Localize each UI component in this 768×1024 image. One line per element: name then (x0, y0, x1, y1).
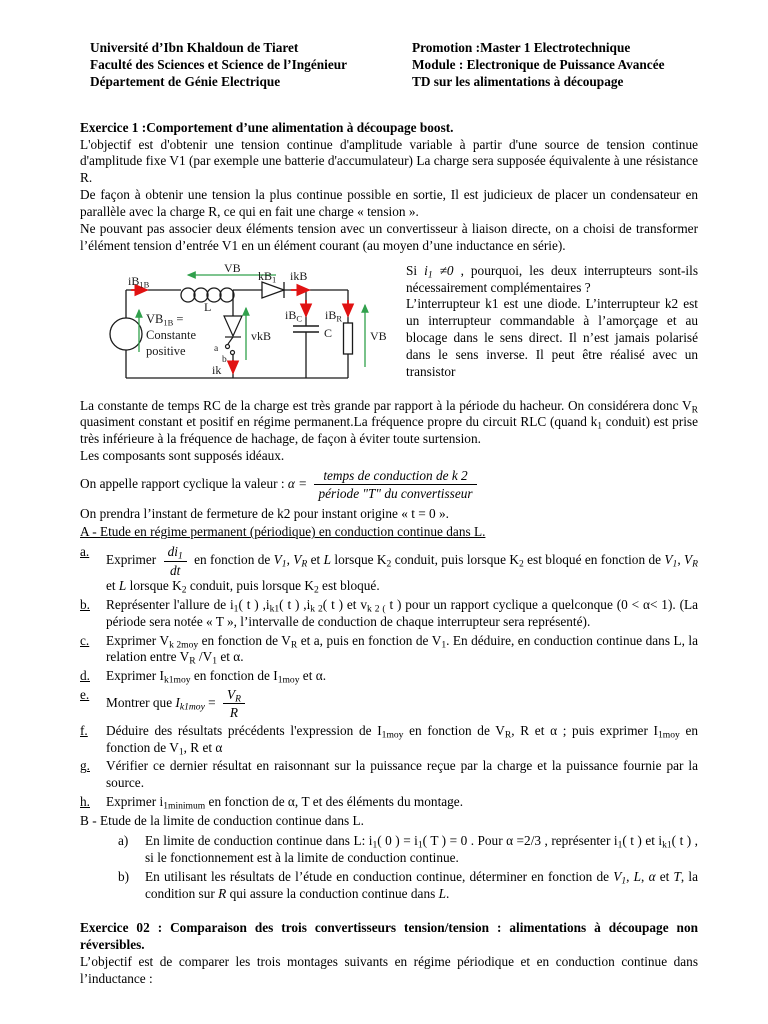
vb-right-label: VB (370, 328, 387, 343)
terminal-b-label: b (222, 354, 227, 365)
header-left-column (90, 40, 400, 91)
exercise2-title: Exercice 02 : Comparaison des trois convertisseurs tension/tension : alimentations à découpage non réversibles. (80, 920, 698, 953)
item-h-text: Exprimer $i_{1minimum}$ en fonction de α, T et des éléments du montage. (106, 794, 464, 812)
list-item-h (80, 794, 698, 811)
list-item-b-b (80, 869, 698, 903)
item-e-text: Montrer que $I_{k1moy}$ = $\frac{V_R}{R}$ (106, 687, 698, 721)
vb-top-label: VB (224, 260, 241, 275)
source-label-line1: $VB_{1B}$ = (146, 311, 184, 328)
boost-converter-figure (106, 261, 398, 394)
intro-paragraph-1: L'objectif est d'obtenir une tension continue d'amplitude variable à partir d'une source de tension continue d'amplitude fixe V1 (par exemple une batterie d'accumulateur) La charge sera supposée équivalente à une résistance R. (80, 136, 698, 186)
capacitor-label: C (324, 325, 333, 340)
item-h-marker: h. (80, 794, 90, 810)
list-item-f (80, 723, 698, 757)
figure-row (80, 261, 698, 394)
header-right-column (400, 40, 698, 91)
kb1-label: $kB_1$ (258, 268, 277, 285)
item-a-text: Exprimer $\frac{di_1}{dt}$ en fonction de $V_1$, $V_R$ et L lorsque $K_2$ conduit, puis lorsque $K_2$ est bloqué en fonction de $V_1$, $V_R$ et L lorsque $K_2$ conduit, puis lorsque $K_2$ est bloqué. (106, 544, 699, 596)
item-e-marker: e. (80, 687, 90, 703)
vkb-label: vkB (251, 328, 272, 343)
item-c-text: Exprimer $V_{k 2moy}$ en fonction de $V_R$ et a, puis en fonction de $V_1$. En déduire, en conduction continue dans L, la relation entre $V_R$ $/V_1$ et α. (106, 632, 698, 668)
ibc-label: $iB_C$ (285, 307, 303, 324)
source-label-line3: positive (146, 343, 186, 358)
list-item-b (80, 597, 698, 631)
item-f-text: Déduire des résultats précédents l'expression de $I_{1moy}$ en fonction de $V_R$, R et α ; puis exprimer $I_{1moy}$ en fonction de $V_1$, R et α (106, 722, 698, 758)
item-c-marker: c. (80, 632, 90, 648)
intro-paragraph-2: De façon à obtenir une tension la plus continue possible en sortie, Il est judicieux de placer un condensateur en parallèle avec la charge R, ce qui en fait une charge « tension ». (80, 187, 698, 219)
item-d-marker: d. (80, 668, 90, 684)
voltage-source (110, 318, 142, 350)
section-a-heading: A - Etude en régime permanent (périodique) en conduction continue dans L. (80, 524, 486, 540)
di-dt-fraction: $\frac{di_1}{dt}$ (164, 544, 187, 578)
ibr-label: $iB_R$ (325, 307, 343, 324)
origin-line: On prendra l’instant de fermeture de k2 pour instant origine « t = 0 ». (80, 505, 450, 521)
exercise2-intro: L’objectif est de comparer les trois montages suivants en régime périodique et en conduction continue dans l’inductance : (80, 954, 698, 987)
figure-side-note (398, 261, 698, 394)
boost-circuit-diagram (106, 261, 398, 389)
item-bb-text: En utilisant les résultats de l’étude en conduction continue, déterminer en fonction de $V_1$, L, α et T, la condition sur R qui assure la conduction continue dans L. (145, 868, 699, 901)
item-d-text: Exprimer $I_{k1moy}$ en fonction de $I_{1moy}$ et α. (106, 668, 327, 686)
list-item-b-a (80, 833, 698, 867)
ikb-label: ikB (290, 268, 308, 283)
side-note-answer: L’interrupteur k1 est une diode. L’interrupteur k2 est un interrupteur commandable à l’amorçage et au blocage dans le sens direct. Il n’est jamais polarisé dans le sens inverse. Il peut être réalisé avec un transistor (406, 296, 698, 379)
ik-label: ik (212, 362, 222, 377)
vr-over-r-fraction: $\frac{V_R}{R}$ (223, 687, 245, 721)
intro-paragraph-3: Ne pouvant pas associer deux éléments tension avec un convertisseur à liaison directe, on a choisi de transformer l’élément tension d’entrée V1 en un élément courant (au moyen d’une inductance en série). (80, 220, 698, 253)
item-b-marker: b. (80, 596, 90, 612)
list-item-e (80, 687, 698, 721)
duty-cycle-text: On appelle rapport cyclique la valeur : α = (80, 475, 311, 491)
module-line: Module : Electronique de Puissance Avancée (412, 56, 665, 72)
list-item-g (80, 758, 698, 792)
document-header (90, 40, 698, 91)
item-b-text: Représenter l'allure de $i_1$( t ) $,i_{k1}$( t ) $,i_{k 2}$( t ) et $v_{k 2 (}$ t ) pour un rapport cyclique a quelconque (0 < α< 1). (La période sera notée « T », l’intervalle de conduction de chaque interrupteur sera représenté). (106, 596, 699, 629)
faculty-name: Faculté des Sciences et Science de l’Ingénieur (90, 56, 348, 72)
item-a-marker: a. (80, 544, 90, 560)
item-ba-marker: a) (118, 832, 129, 848)
source-label-line2: Constante (146, 327, 196, 342)
item-g-marker: g. (80, 758, 90, 774)
list-item-a (80, 544, 698, 594)
item-ba-text: En limite de conduction continue dans L: $i_1$( 0 ) = $i_1$( T ) = 0 . Pour α =2/3 , représenter $i_1$( t ) et $i_{k1}$( t ) , si le fonctionnement est à la limite de conduction continue. (145, 832, 698, 865)
section-b-heading: B - Etude de la limite de conduction continue dans L. (80, 813, 364, 829)
list-item-c (80, 633, 698, 667)
item-f-marker: f. (80, 722, 88, 738)
item-bb-marker: b) (118, 868, 130, 884)
department-name: Département de Génie Electrique (90, 73, 281, 89)
duty-cycle-fraction: $\frac{\text{temps de conduction de k 2}}{\text{période "T" du convertisseur}}$ (314, 468, 476, 502)
rc-paragraph: La constante de temps RC de la charge est très grande par rapport à la période du hacheur. On considérera donc $V_R$ quasiment constant et positif en régime permanent.La fréquence propre du circuit RLC (quand $k_1$ conduit) est prise très inférieure à la fréquence de hachage, de façon à éviter toute surtension. (80, 397, 698, 447)
exercise1-title: Exercice 1 :Comportement d’une alimentation à découpage boost. (80, 119, 454, 135)
inductor-label: L (204, 299, 212, 314)
ideal-components-line: Les composants sont supposés idéaux. (80, 448, 285, 464)
capacitor (293, 326, 319, 332)
list-item-d (80, 668, 698, 685)
td-title-line: TD sur les alimentations à découpage (412, 73, 624, 89)
promotion-line: Promotion :Master 1 Electrotechnique (412, 40, 631, 55)
duty-cycle-formula (80, 468, 698, 502)
university-name: Université d’Ibn Khaldoun de Tiaret (90, 40, 299, 55)
side-note-question: Si $i_1 \ne 0$ , pourquoi, les deux interrupteurs sont-ils nécessairement complémentaires ? (406, 262, 698, 295)
load-resistor (344, 323, 353, 354)
item-g-text: Vérifier ce dernier résultat en raisonnant sur la puissance reçue par la charge et la puissance fournie par la source. (106, 758, 698, 791)
switch-k2 (224, 316, 242, 355)
ib1b-label: $iB_{1B}$ (128, 273, 150, 290)
terminal-a-label: a (214, 343, 219, 354)
